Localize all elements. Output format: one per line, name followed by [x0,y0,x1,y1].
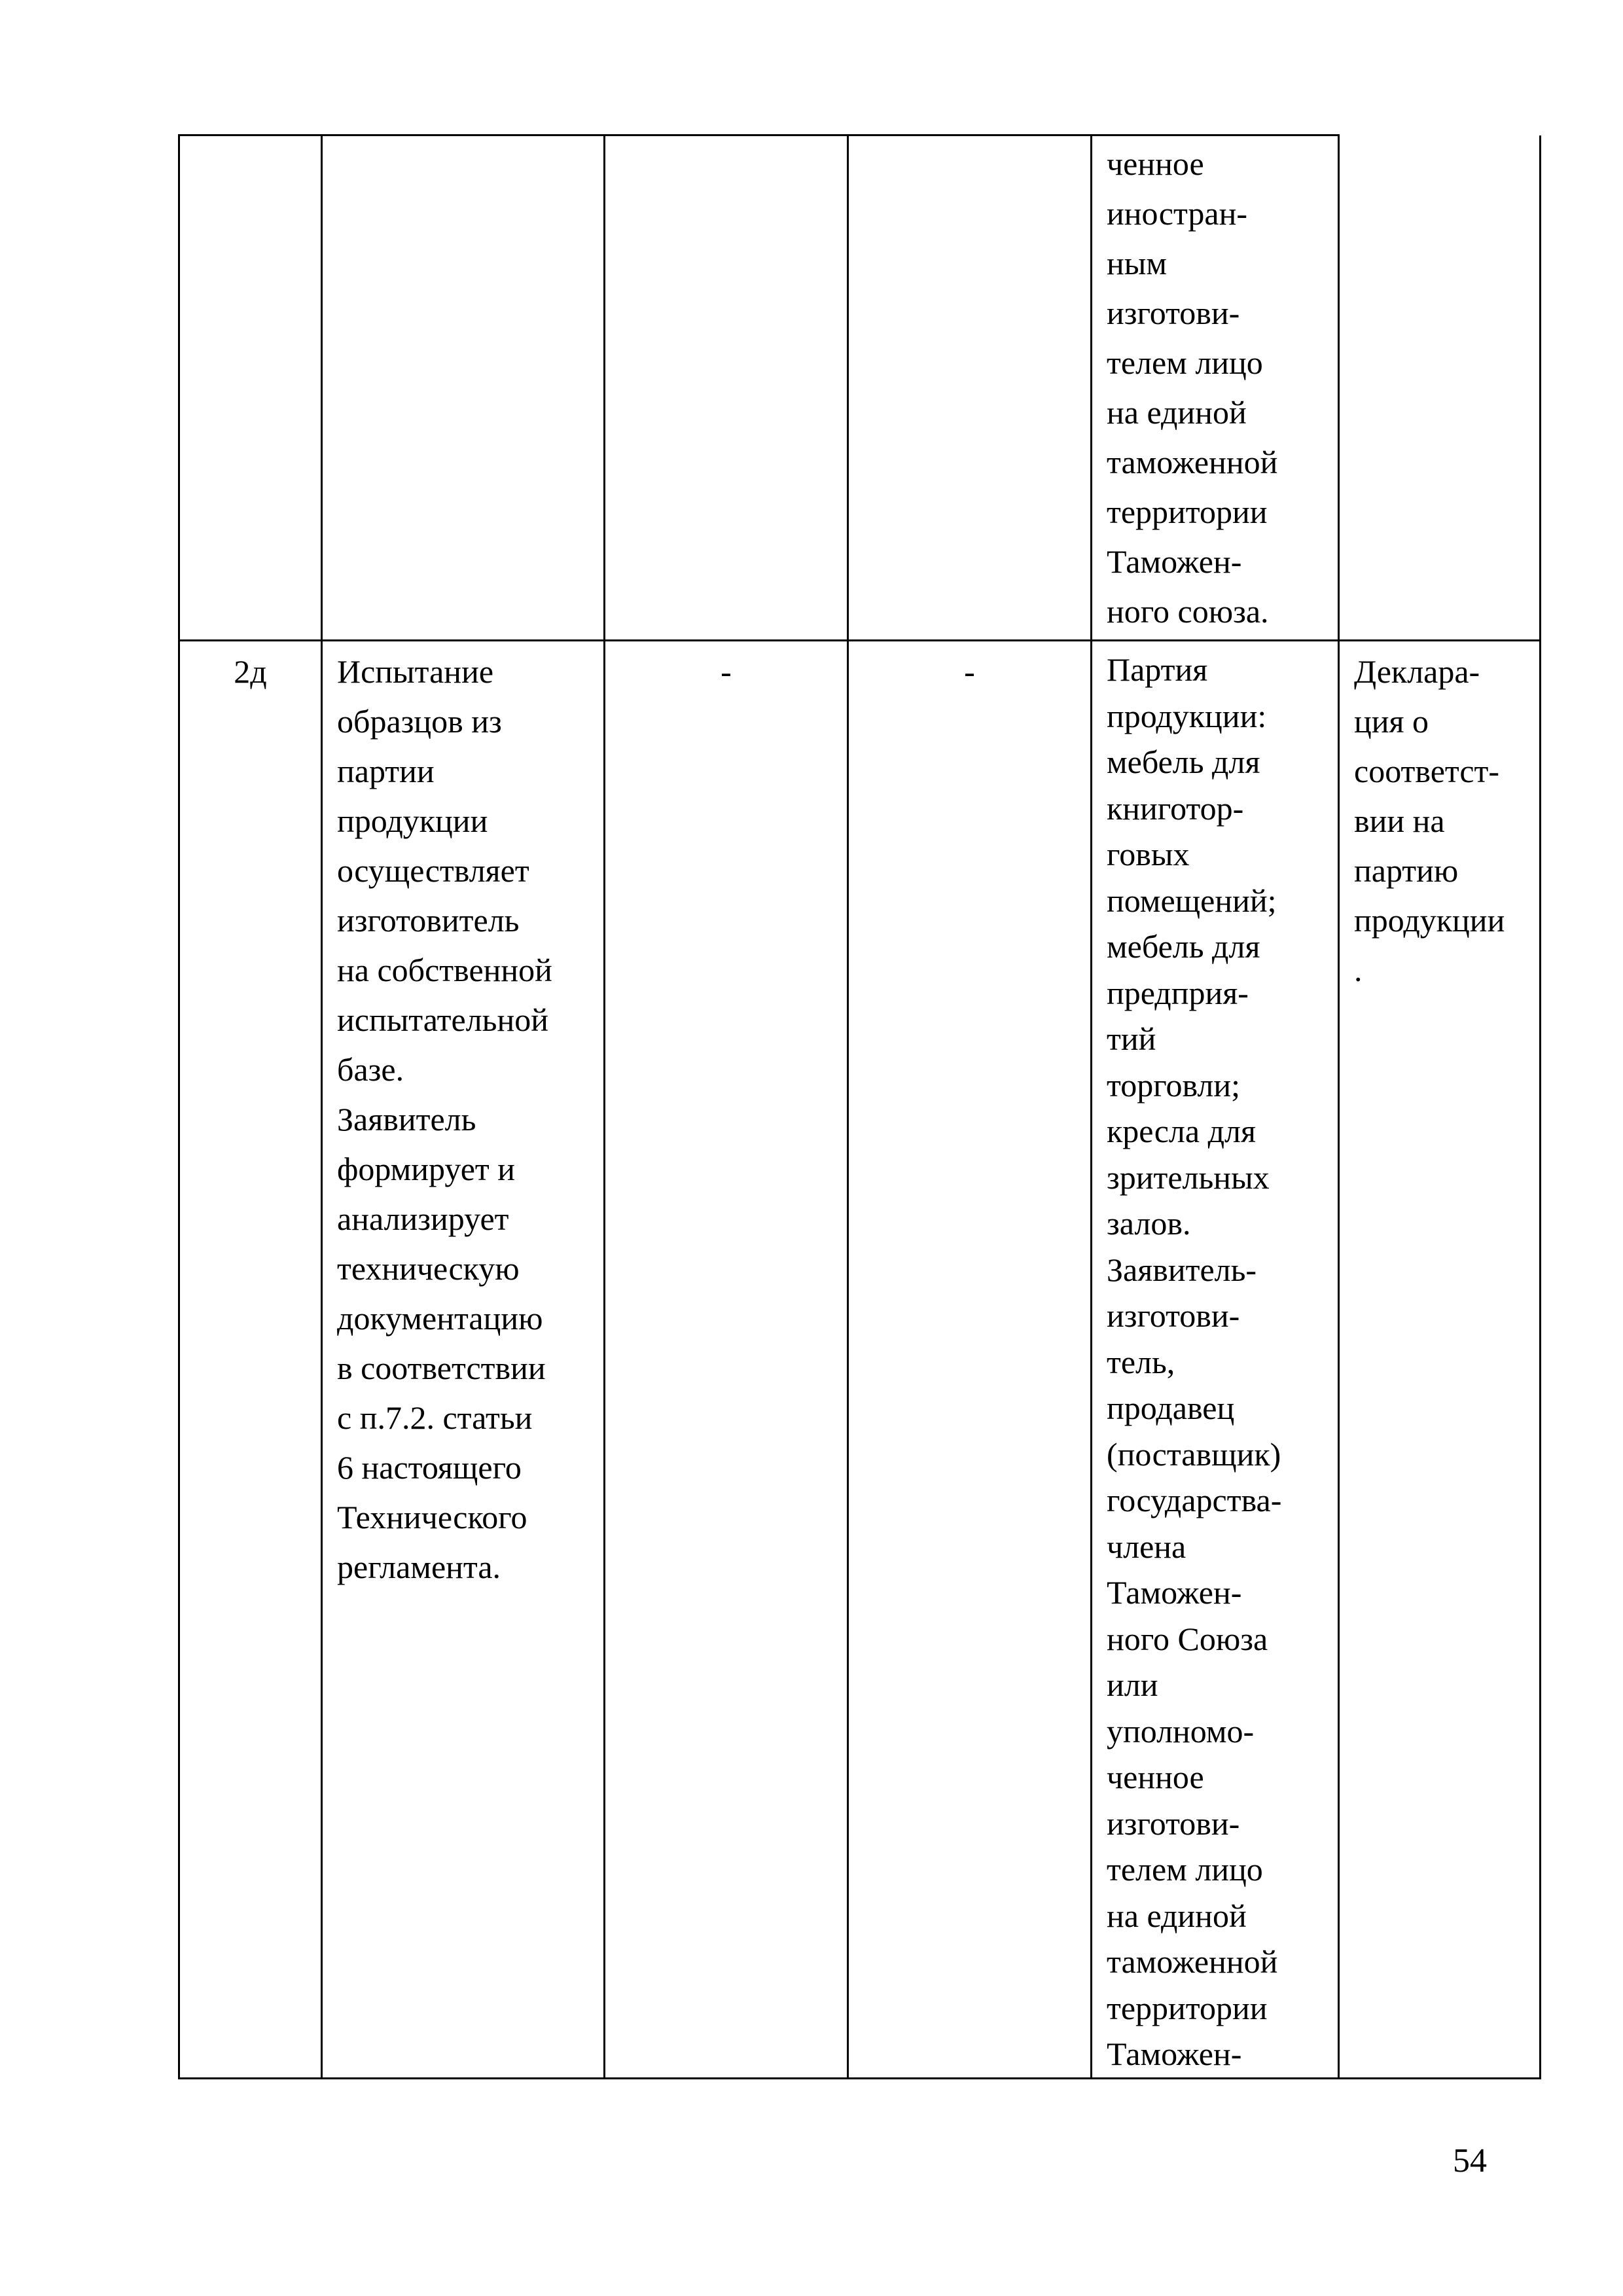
applicant-text-continued: ченное иностран- ным изготови- телем лицо на единой таможенной территории Таможен- ного союза. [1107,145,1278,630]
scheme-description: Испытание образцов из партии продукции осуществляет изготовитель на собственной испытательной базе. Заявитель формирует и анализирует техническую документацию в соответствии с п.7.2. статьи 6 настоящего Технического регламента. [337,653,552,1585]
table-cell-applicant [1092,641,1339,2079]
applicant-text: Партия продукции: мебель для книготор- говых помещений; мебель для предприя- тий торговли; кресла для зрительных залов. Заявитель- изготови- тель, продавец (поставщик) государства- члена Таможен- ного Союза или уполномо- ченное изготови- телем лицо на единой таможенной территории Таможен- [1107,651,1282,2072]
scheme-number: 2д [234,653,267,690]
document-text: Деклара- ция о соответст- вии на партию продукции . [1354,653,1505,988]
table-row-continued [179,135,1541,641]
table-row-2d [179,641,1541,2079]
table-cell-col3 [605,641,848,2079]
table-cell-col4 [848,641,1092,2079]
page-number: 54 [1453,2142,1487,2179]
table-cell-empty [605,135,848,641]
table-cell-document [1339,135,1541,641]
table-cell-empty [848,135,1092,641]
table-cell-applicant [1092,135,1339,641]
table-cell-description [322,135,605,641]
col4-dash: - [964,653,975,690]
table-cell-number [179,641,322,2079]
table-cell-number [179,135,322,641]
table-cell-document [1339,641,1541,2079]
certification-scheme-table [178,134,1541,2079]
col3-dash: - [721,653,732,690]
table-cell-description [322,641,605,2079]
